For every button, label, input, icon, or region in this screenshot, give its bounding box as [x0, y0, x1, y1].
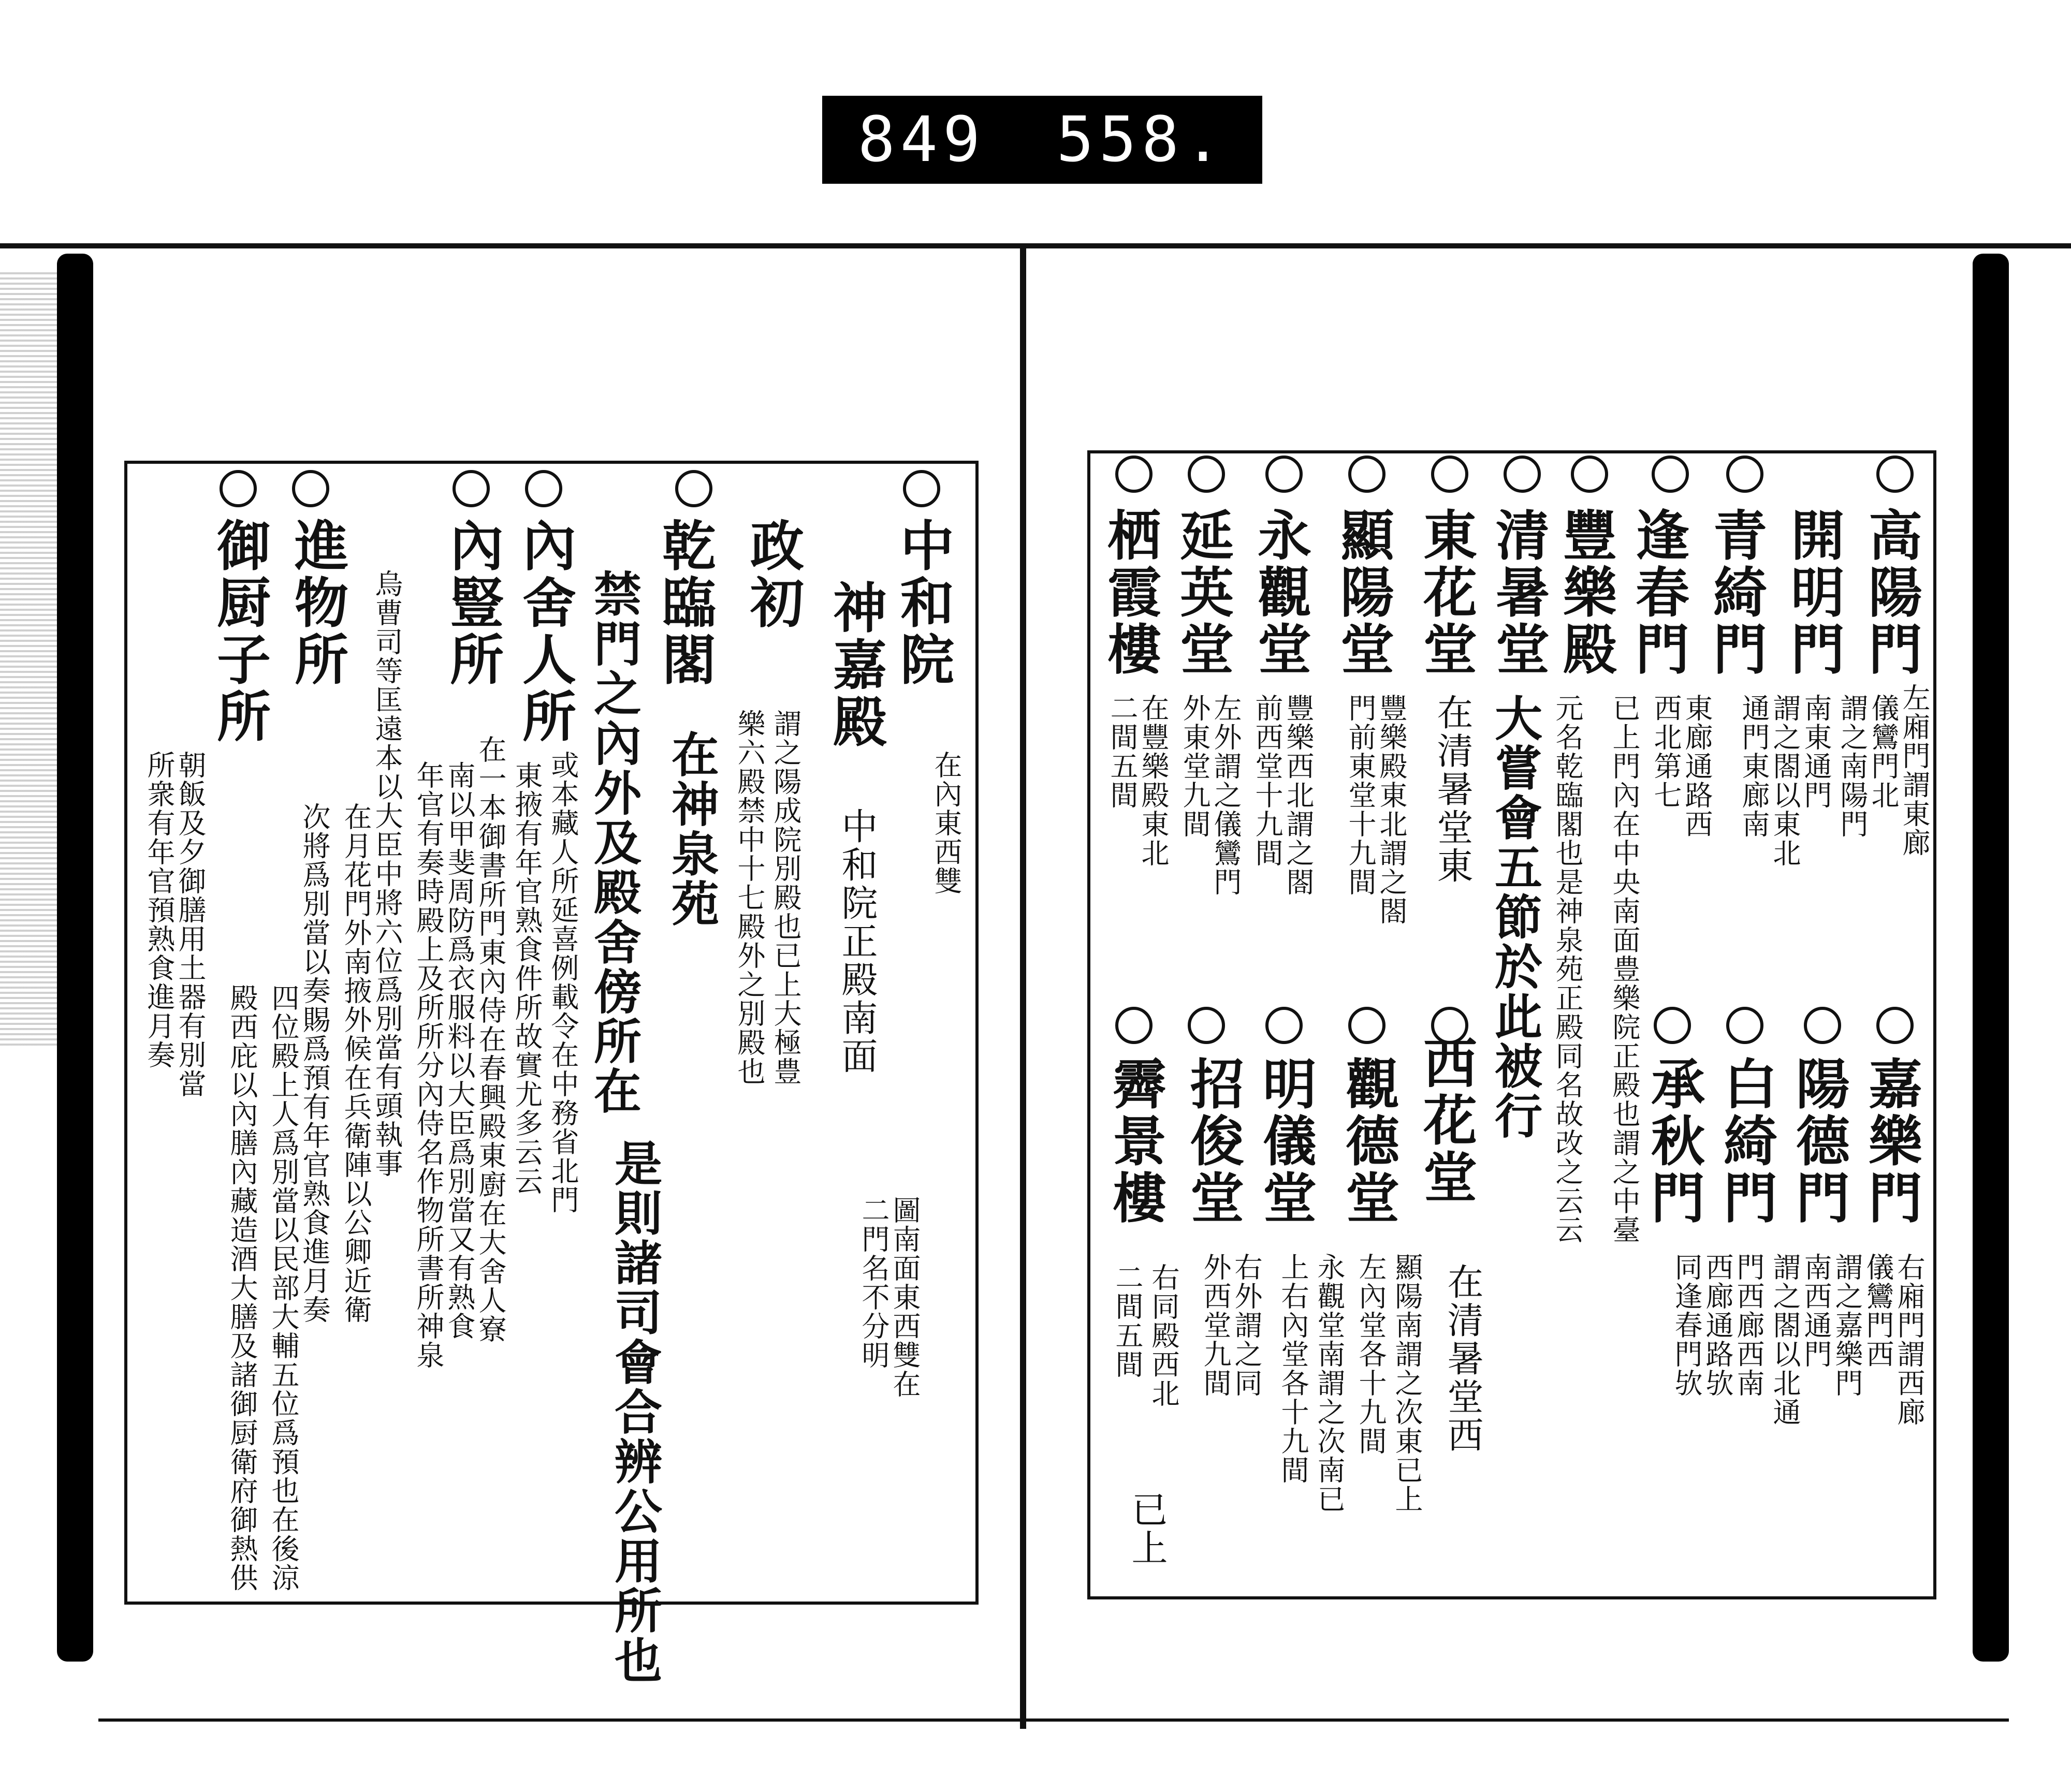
right-upper-note: 通門東廊南: [1738, 694, 1770, 839]
right-lower-note: 上右內堂各十九間: [1277, 1253, 1309, 1485]
right-lower-note: 顯陽南謂之次東已上: [1391, 1253, 1423, 1514]
heading-mark-circle: [1504, 456, 1541, 493]
heading-mark-circle: [1188, 1007, 1225, 1044]
scan-top-rule: [0, 243, 2071, 248]
left-note: 年官有奏時殿上及所所分內侍名作物所書所神泉: [412, 761, 445, 1370]
heading-mark-circle: [1115, 1007, 1153, 1044]
call-number-left: 849: [857, 104, 986, 176]
right-lower-note: 同逢春門欤: [1670, 1253, 1703, 1398]
right-lower-heading-8: 招俊堂: [1181, 1056, 1245, 1227]
heading-mark-circle: [1348, 456, 1385, 493]
heading-mark-circle: [1876, 1007, 1914, 1044]
heading-mark-circle: [1726, 1007, 1763, 1044]
heading-mark-circle: [1571, 456, 1608, 493]
right-lower-note: 謂之閤以北通: [1769, 1253, 1801, 1427]
right-upper-note: 前西堂十九間: [1251, 694, 1284, 868]
right-lower-note: 西廊通路欤: [1701, 1253, 1734, 1398]
right-lower-heading-3: 白綺門: [1714, 1056, 1778, 1227]
left-note: 朝飯及夕御膳用土器有別當: [174, 751, 207, 1098]
right-lower-heading-7: 明儀堂: [1253, 1056, 1317, 1227]
left-note-large: 在神泉苑: [664, 730, 720, 929]
right-lower-note: 已上: [1126, 1491, 1168, 1567]
heading-mark-circle: [1876, 456, 1914, 493]
heading-mark-circle: [1431, 456, 1468, 493]
right-upper-heading-2: 開明門: [1782, 507, 1845, 678]
right-upper-note: 謂之閤以東北: [1769, 694, 1801, 868]
right-upper-note: 左廂門謂東廊: [1898, 683, 1931, 857]
right-lower-heading-1: 嘉樂門: [1859, 1056, 1923, 1227]
right-upper-note: 左外謂之儀鸞門: [1209, 694, 1242, 897]
left-heading-1: 中和院: [891, 518, 955, 688]
right-upper-note: 西北第七: [1650, 694, 1682, 810]
left-heading-7: 內豎所: [441, 518, 504, 688]
book-edge-right: [1973, 254, 2009, 1662]
page-fold-gutter: [1020, 248, 1026, 1729]
right-upper-note: 在豐樂殿東北: [1137, 694, 1170, 868]
heading-mark-circle: [1265, 456, 1303, 493]
right-lower-note: 在清暑堂西: [1441, 1263, 1484, 1455]
left-heading-2: 神嘉殿: [824, 580, 887, 751]
left-note: 東掖有年官熟食件所故實尤多云云: [511, 761, 543, 1196]
heading-mark-circle: [1726, 456, 1763, 493]
right-upper-heading-6: 清暑堂: [1486, 507, 1550, 678]
left-heading-4: 乾臨閣: [653, 518, 717, 688]
right-upper-heading-1: 高陽門: [1859, 507, 1923, 678]
right-upper-heading-10: 延英堂: [1171, 507, 1234, 678]
heading-mark-circle: [220, 470, 257, 507]
right-lower-note: 左內堂各十九間: [1354, 1253, 1387, 1456]
left-note: 所衆有年官預熟食進月奏: [143, 751, 176, 1069]
left-note: 烏曹司等匡遠本以大臣中將六位爲別當有頭執事: [371, 569, 403, 1178]
left-note: 謂之陽成院別殿也已上大極豊: [769, 709, 802, 1086]
right-upper-heading-3: 青綺門: [1704, 507, 1768, 678]
right-upper-note: 二間五間: [1106, 694, 1139, 810]
right-upper-note: 東廊通路西: [1681, 694, 1713, 839]
heading-mark-circle: [1348, 1007, 1385, 1044]
heading-mark-circle: [1652, 456, 1689, 493]
book-edge-left: [57, 254, 93, 1662]
right-upper-heading-8: 顯陽堂: [1331, 507, 1395, 678]
right-upper-heading-11: 栖霞樓: [1098, 507, 1162, 678]
right-lower-note: 右廂門謂西廊: [1893, 1253, 1926, 1427]
right-upper-heading-9: 永觀堂: [1248, 507, 1312, 678]
right-upper-note: 在清暑堂東: [1431, 694, 1474, 885]
right-lower-note: 謂之嘉樂門: [1831, 1253, 1863, 1398]
heading-mark-circle: [525, 470, 562, 507]
right-lower-heading-6: 觀德堂: [1336, 1056, 1400, 1227]
left-note: 在一本御書所門東內侍在春興殿東廚在大舍人寮: [474, 735, 507, 1344]
right-lower-note: 儀鸞門西: [1862, 1253, 1894, 1369]
left-note: 次將爲別當以奏賜爲預有年官熟食進月奏: [298, 802, 331, 1324]
right-upper-note: 外東堂九間: [1178, 694, 1211, 839]
right-lower-note: 二間五間: [1111, 1263, 1144, 1379]
left-note: 在內東西雙: [930, 751, 962, 895]
scan-shadow: [0, 269, 57, 1046]
call-number-label: [822, 96, 1262, 184]
right-upper-note: 豐樂西北謂之閤: [1282, 694, 1315, 897]
right-lower-heading-2: 陽德門: [1787, 1056, 1850, 1227]
right-upper-note-large: 大嘗會五節於此被行: [1487, 694, 1543, 1141]
book-bottom-edge: [98, 1718, 2009, 1722]
right-upper-note: 南東通門: [1800, 694, 1832, 810]
right-lower-note: 永觀堂南謂之次南已: [1313, 1253, 1346, 1514]
right-upper-note: 豐樂殿東北謂之閤: [1375, 694, 1408, 926]
left-note: 在月花門外南掖外候在兵衛陣以公卿近衛: [340, 802, 372, 1324]
heading-mark-circle: [1654, 1007, 1691, 1044]
heading-mark-circle: [292, 470, 329, 507]
right-lower-heading-5: 西花堂: [1414, 1035, 1478, 1206]
left-note: 二門名不分明: [857, 1196, 890, 1370]
right-upper-heading-7: 東花堂: [1414, 507, 1478, 678]
left-note: 四位殿上人爲別當以民部大輔五位爲預也在後涼: [267, 983, 300, 1592]
right-upper-note: 謂之南陽門: [1836, 694, 1869, 839]
left-heading-5: 禁門之內外及殿舍傍所在: [586, 569, 642, 1116]
right-lower-note: 南西通門: [1800, 1253, 1832, 1369]
left-note: 殿西庇以內膳內藏造酒大膳及諸御厨衛府御熱供: [226, 983, 258, 1592]
left-note: 或本藏人所延喜例載令在中務省北門: [547, 751, 579, 1214]
left-note-large: 是則諸司會合辨公用所也: [607, 1139, 663, 1685]
heading-mark-circle: [1804, 1007, 1841, 1044]
left-note: 南以甲斐周防爲衣服料以大臣爲別當又有熟食: [443, 761, 476, 1341]
left-note: 圖南面東西雙在: [888, 1196, 921, 1399]
right-upper-note: 儀鸞門北: [1867, 694, 1900, 810]
right-lower-heading-9: 霽景樓: [1103, 1056, 1167, 1227]
right-upper-heading-5: 豐樂殿: [1554, 507, 1617, 678]
right-upper-heading-4: 逢春門: [1626, 507, 1690, 678]
left-heading-6: 內舍人所: [513, 518, 577, 745]
right-lower-note: 門西廊西南: [1732, 1253, 1765, 1398]
right-lower-note: 右外謂之同: [1230, 1253, 1263, 1398]
heading-mark-circle: [1115, 456, 1153, 493]
right-upper-note: 元名乾臨閣也是神泉苑正殿同名故改之云云: [1551, 694, 1584, 1244]
call-number-right: 558.: [1056, 104, 1227, 176]
heading-mark-circle: [453, 470, 490, 507]
left-heading-9: 御厨子所: [208, 518, 271, 745]
left-heading-3: 政初: [741, 518, 805, 631]
heading-mark-circle: [1265, 1007, 1303, 1044]
left-heading-8: 進物所: [285, 518, 349, 688]
heading-mark-circle: [903, 470, 940, 507]
heading-mark-circle: [1188, 456, 1225, 493]
right-lower-heading-4: 承秋門: [1642, 1056, 1705, 1227]
right-lower-note: 右同殿西北: [1147, 1263, 1180, 1408]
left-note: 樂六殿禁中十七殿外之別殿也: [733, 709, 766, 1086]
right-upper-note: 門前東堂十九間: [1344, 694, 1377, 897]
heading-mark-circle: [675, 470, 712, 507]
right-upper-note: 已上門內在中央南面豊樂院正殿也謂之中臺: [1608, 694, 1641, 1244]
right-lower-note: 外西堂九間: [1199, 1253, 1232, 1398]
left-note: 中和院正殿南面: [836, 807, 878, 1076]
